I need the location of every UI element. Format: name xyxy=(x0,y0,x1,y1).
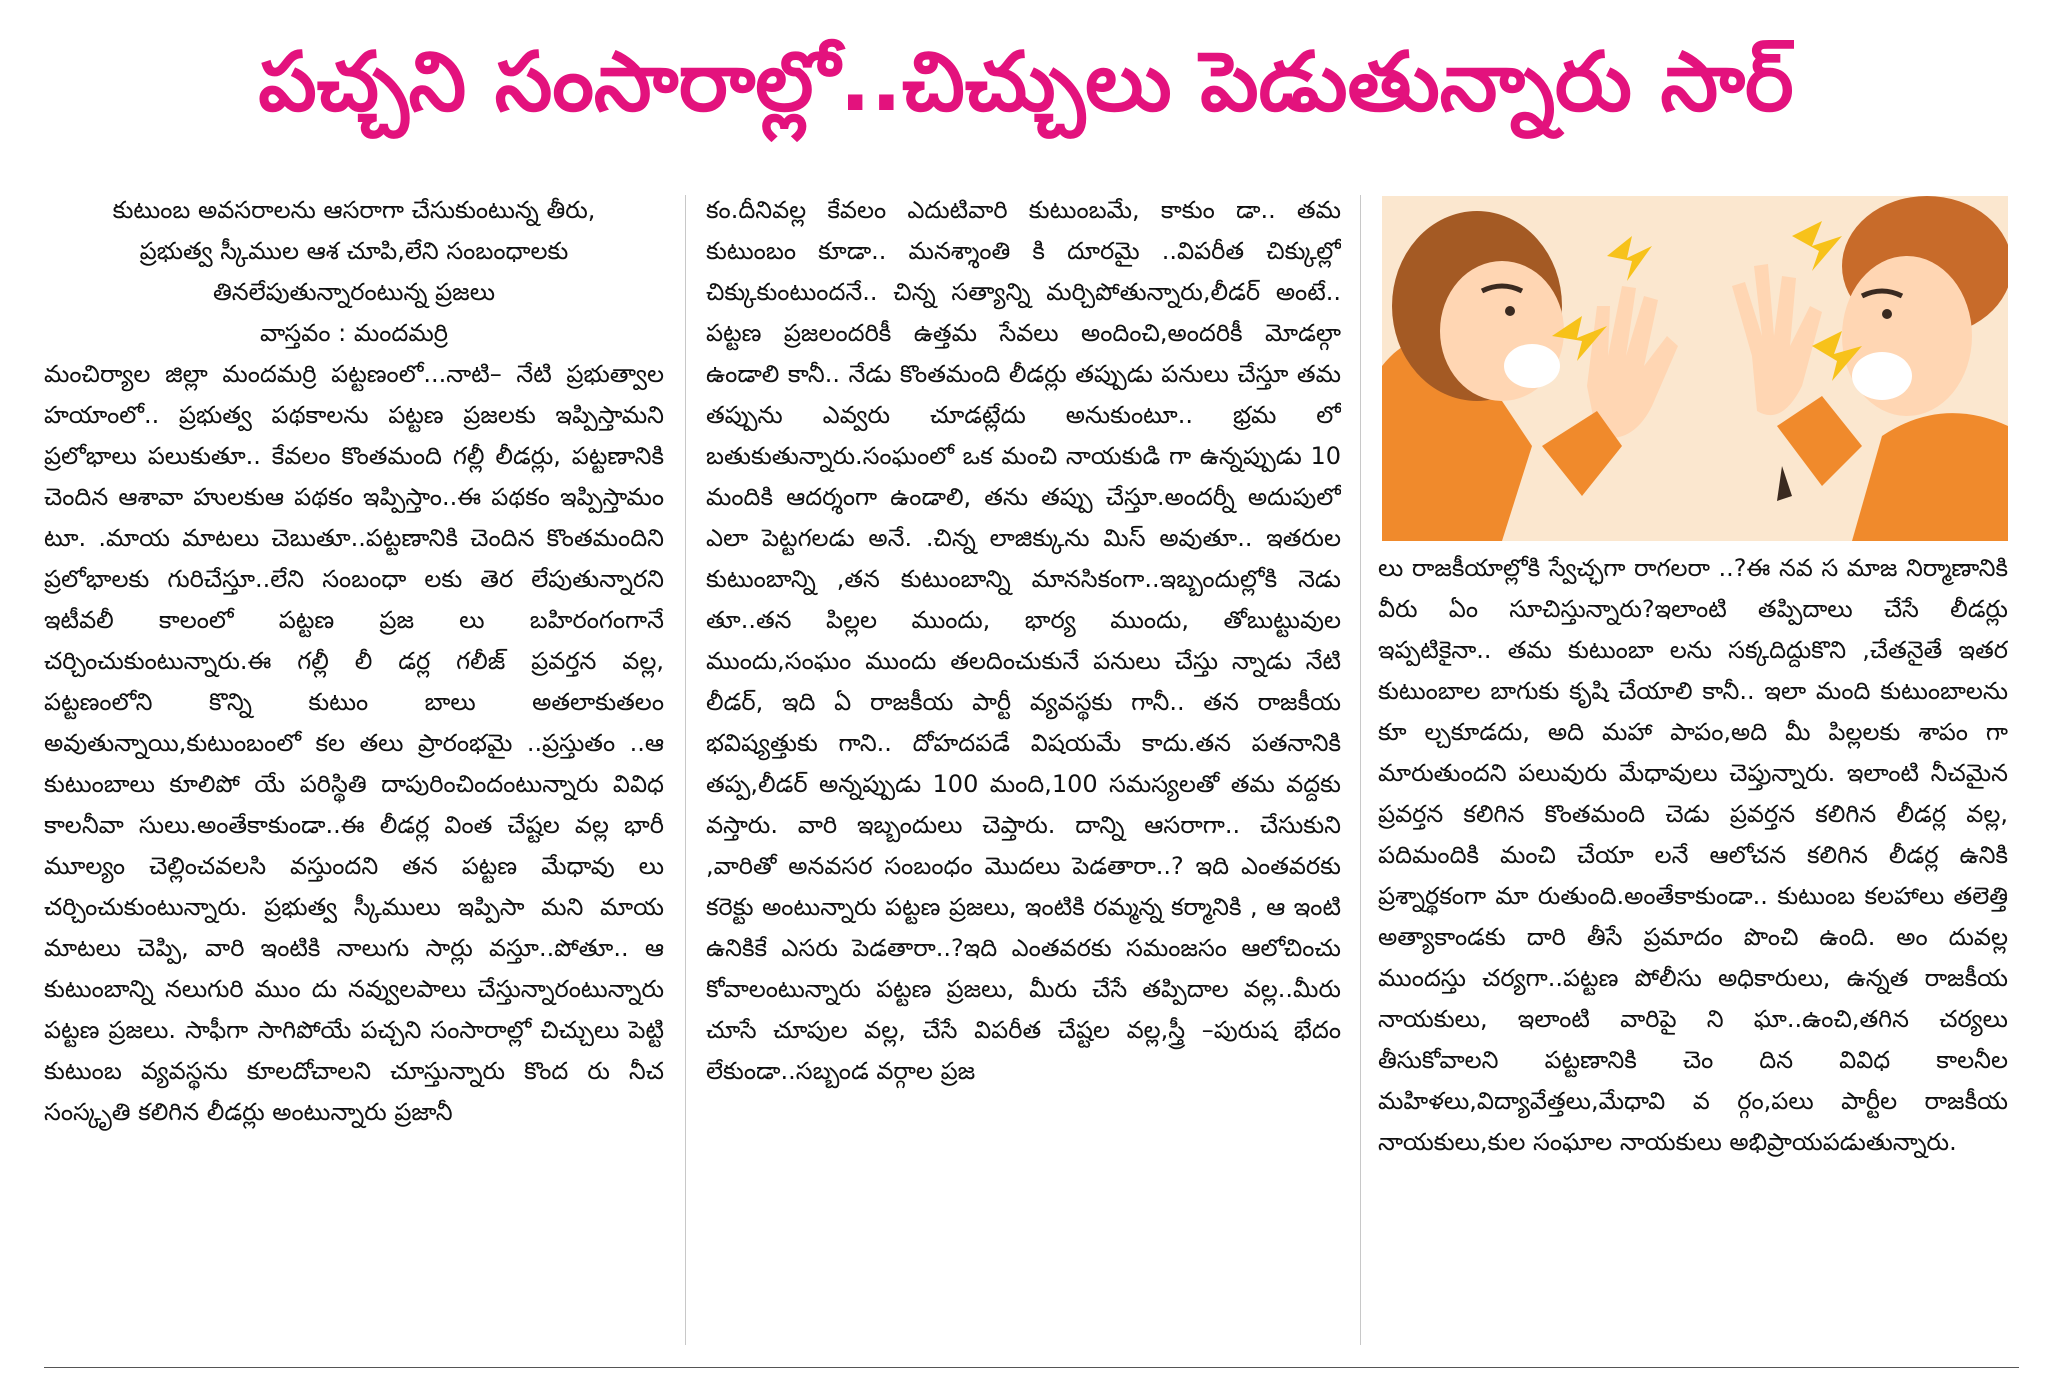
article-column-1 xyxy=(44,190,664,1350)
subheading-line: కుటుంబ అవసరాలను ఆసరాగా చేసుకుంటున్న తీరు, xyxy=(112,196,596,224)
subheading-line: ప్రభుత్వ స్కీముల ఆశ చూపి,లేని సంబంధాలకు xyxy=(139,237,569,265)
quarrel-illustration xyxy=(1382,196,2008,541)
arguing-couple-image xyxy=(1382,196,2008,541)
subheading-line: తినలేపుతున్నారంటున్న ప్రజలు xyxy=(212,278,496,306)
body-text: మంచిర్యాల జిల్లా మందమర్రి పట్టణంలో...నాటి– నేటి ప్రభుత్వాల హయాంలో.. ప్రభుత్వ పథకాలను పట్టణ ప్రజలకు ఇప్పిస్తామని ప్రలోభాలు పలుకుతూ.. కేవలం కొంతమంది గల్లీ లీడర్లు, పట్టణానికి చెందిన ఆశావా హులకుఆ పథకం ఇప్పిస్తాం..ఈ పథకం ఇప్పిస్తామం టూ. .మాయ మాటలు చెబుతూ..పట్టణానికి చెందిన కొంతమందిని ప్రలోభాలకు గురిచేస్తూ..లేని సంబంధా లకు తెర లేపుతున్నారని ఇటీవలీ కాలంలో పట్టణ ప్రజ లు బహిరంగంగానే చర్చించుకుంటున్నారు.ఈ గల్లీ లీ డర్ల గలీజ్ ప్రవర్తన వల్ల, పట్టణంలోని కొన్ని కుటుం బాలు అతలాకుతలం అవుతున్నాయి,కుటుంబంలో కల తలు ప్రారంభమై ..ప్రస్తుతం ..ఆ కుటుంబాలు కూలిపో యే పరిస్థితి దాపురించిందంటున్నారు వివిధ కాలనీవా సులు.అంతేకాకుండా..ఈ లీడర్ల వింత చేష్టల వల్ల భారీ మూల్యం చెల్లించవలసి వస్తుందని తన పట్టణ మేధావు లు చర్చించుకుంటున్నారు. ప్రభుత్వ స్కీములు ఇప్పిసా మని మాయ మాటలు చెప్పి, వారి ఇంటికి నాలుగు సార్లు వస్తూ..పోతూ.. ఆ కుటుంబాన్ని నలుగురి ముం దు నవ్వులపాలు చేస్తున్నారంటున్నారు పట్టణ ప్రజలు. సాఫీగా సాగిపోయే పచ్చని సంసారాల్లో చిచ్చులు పెట్టి కుటుంబ వ్యవస్థను కూలదోచాలని చూస్తున్నారు కొంద రు నీచ సంస్కృతి కలిగిన లీడర్లు అంటున్నారు ప్రజానీ xyxy=(44,360,664,1126)
headline: పచ్చని సంసారాల్లో..చిచ్చులు పెడుతున్నారు సార్ xyxy=(258,35,1794,130)
column-divider xyxy=(685,195,686,1345)
byline: వాస్తవం : మందమర్రి xyxy=(260,319,448,347)
column-divider xyxy=(1360,195,1361,1345)
article-column-2 xyxy=(706,190,1341,1350)
body-text: లు రాజకీయాల్లోకి స్వేచ్ఛగా రాగలరా ..?ఈ నవ స మాజ నిర్మాణానికి వీరు ఏం సూచిస్తున్నారు?ఇలాంటి తప్పిదాలు చేసే లీడర్లు ఇప్పటికైనా.. తమ కుటుంబా లను సక్కదిద్దుకొని ,చేతనైతే ఇతర కుటుంబాల బాగుకు కృషి చేయాలి కానీ.. ఇలా మంది కుటుంబాలను కూ ల్చకూడదు, అది మహా పాపం,అది మీ పిల్లలకు శాపం గా మారుతుందని పలువురు మేధావులు చెప్తున్నారు. ఇలాంటి నీచమైన ప్రవర్తన కలిగిన కొంతమంది చెడు ప్రవర్తన కలిగిన లీడర్ల వల్ల, పదిమందికి మంచి చేయా లనే ఆలోచన కలిగిన లీడర్ల ఉనికి ప్రశ్నార్థకంగా మా రుతుంది.అంతేకాకుండా.. కుటుంబ కలహాలు తలెత్తి అత్యాకాండకు దారి తీసే ప్రమాదం పొంచి ఉంది. అం దువల్ల ముందస్తు చర్యగా..పట్టణ పోలీసు అధికారులు, ఉన్నత రాజకీయ నాయకులు, ఇలాంటి వారిపై ని ఘా..ఉంచి,తగిన చర్యలు తీసుకోవాలని పట్టణానికి చెం దిన వివిధ కాలనీల మహిళలు,విద్యావేత్తలు,మేధావి వ ర్గం,పలు పార్టీల రాజకీయ నాయకులు,కుల సంఘాల నాయకులు అభిప్రాయపడుతున్నారు. xyxy=(1378,554,2008,1156)
body-text: కం.దీనివల్ల కేవలం ఎదుటివారి కుటుంబమే, కాకుం డా.. తమ కుటుంబం కూడా.. మనశ్శాంతి కి దూరమై ..విపరీత చిక్కుల్లో చిక్కుకుంటుందనే.. చిన్న సత్యాన్ని మర్చిపోతున్నారు,లీడర్ అంటే.. పట్టణ ప్రజలందరికీ ఉత్తమ సేవలు అందించి,అందరికీ మోడల్గా ఉండాలి కానీ.. నేడు కొంతమంది లీడర్లు తప్పుడు పనులు చేస్తూ తమ తప్పును ఎవ్వరు చూడట్లేదు అనుకుంటూ.. భ్రమ లో బతుకుతున్నారు.సంఘంలో ఒక మంచి నాయకుడి గా ఉన్నప్పుడు 10 మందికి ఆదర్శంగా ఉండాలి, తను తప్పు చేస్తూ.అందర్నీ అదుపులో ఎలా పెట్టగలడు అనే. .చిన్న లాజిక్కును మిస్ అవుతూ.. ఇతరుల కుటుంబాన్ని ,తన కుటుంబాన్ని మానసికంగా..ఇబ్బందుల్లోకి నెడు తూ..తన పిల్లల ముందు, భార్య ముందు, తోబుట్టువుల ముందు,సంఘం ముందు తలదించుకునే పనులు చేస్తు న్నాడు నేటి లీడర్, ఇది ఏ రాజకీయ పార్టీ వ్యవస్థకు గానీ.. తన రాజకీయ భవిష్యత్తుకు గాని.. దోహదపడే విషయమే కాదు.తన పతనానికి తప్ప,లీడర్ అన్నప్పుడు 100 మంది,100 సమస్యలతో తమ వద్దకు వస్తారు. వారి ఇబ్బందులు చెప్తారు. దాన్ని ఆసరాగా.. చేసుకుని ,వారితో అనవసర సంబంధం మొదలు పెడతారా..? ఇది ఎంతవరకు కరెక్టు అంటున్నారు పట్టణ ప్రజలు, ఇంటికి రమ్మన్న కర్మానికి , ఆ ఇంటి ఉనికికే ఎసరు పెడతారా..?ఇది ఎంతవరకు సమంజసం ఆలోచించు కోవాలంటున్నారు పట్టణ ప్రజలు, మీరు చేసే తప్పిదాల వల్ల..మీరు చూసే చూపుల వల్ల, చేసే విపరీత చేష్టల వల్ల,స్త్రీ –పురుష భేదం లేకుండా..సబ్బండ వర్గాల ప్రజ xyxy=(706,196,1341,1085)
bottom-rule xyxy=(44,1367,2019,1368)
article-column-3 xyxy=(1378,548,2008,1348)
